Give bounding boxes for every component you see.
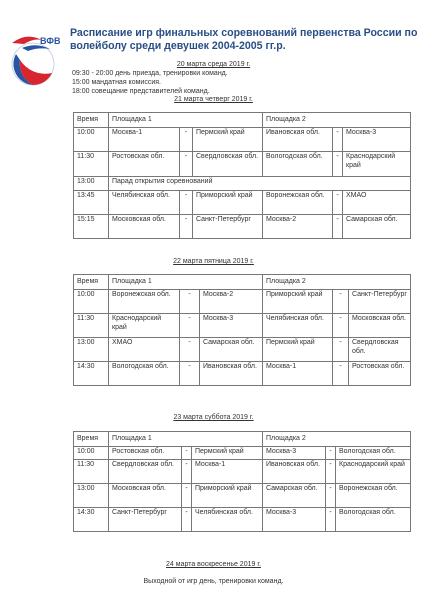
team-cell: Ростовская обл. — [109, 152, 180, 177]
team-cell: Москва-3 — [200, 314, 263, 338]
team-cell: Самарская обл. — [200, 338, 263, 362]
team-cell: Вологодская обл. — [263, 152, 333, 177]
table-row: 13:45 Челябинская обл. - Приморский край Воронежская обл. - ХМАО — [74, 191, 411, 215]
table-row: 14:30 Санкт-Петербург - Челябинская обл. Москва-3 - Вологодская обл. — [74, 508, 411, 532]
table-row — [74, 177, 411, 191]
team-cell: ХМАО — [109, 338, 180, 362]
team-cell: Самарская обл. — [343, 215, 411, 239]
schedule-table-day3 — [73, 274, 411, 386]
team-cell: Москва-3 — [263, 508, 326, 532]
day5-note: Выходной от игр день, тренировки команд. — [143, 578, 284, 585]
schedule-table-day4 — [73, 431, 411, 532]
table-row: 14:30 Вологодская обл. - Ивановская обл. Москва-1 - Ростовская обл. — [74, 362, 411, 386]
team-cell: Московская обл. — [109, 215, 180, 239]
team-cell: Приморский край — [192, 484, 263, 508]
header-time: Время — [74, 113, 109, 128]
team-cell: Ивановская обл. — [263, 460, 326, 484]
team-cell: ХМАО — [343, 191, 411, 215]
team-cell: Пермский край — [193, 128, 263, 152]
header-time: Время — [74, 275, 109, 290]
team-cell: Пермский край — [263, 338, 333, 362]
team-cell: Краснодарский край — [109, 314, 180, 338]
team-cell: Москва-2 — [200, 290, 263, 314]
day3-date: 22 марта пятница 2019 г. — [173, 258, 254, 265]
team-cell: Москва-1 — [263, 362, 333, 386]
team-cell: Челябинская обл. — [109, 191, 180, 215]
team-cell: Москва-3 — [263, 447, 326, 460]
table-row: 11:30 Свердловская обл. - Москва-1 Ивановская обл. - Краснодарский край — [74, 460, 411, 484]
team-cell: Свердловская обл. — [109, 460, 182, 484]
day5-date: 24 марта воскресенье 2019 г. — [166, 561, 261, 568]
team-cell: Московская обл. — [349, 314, 411, 338]
day2-date: 21 марта четверг 2019 г. — [174, 96, 253, 103]
table-row: 10:00 Москва-1 - Пермский край Ивановская обл. - Москва-3 — [74, 128, 411, 152]
team-cell: Пермский край — [192, 447, 263, 460]
team-cell: Ивановская обл. — [263, 128, 333, 152]
table-row: 13:00 Московская обл. - Приморский край Самарская обл. - Воронежская обл. — [74, 484, 411, 508]
team-cell: Санкт-Петербург — [349, 290, 411, 314]
day1-line: 18:00 совещание представителей команд. — [72, 87, 210, 95]
team-cell: Самарская обл. — [263, 484, 326, 508]
match-time: 10:00 — [74, 128, 109, 152]
day1-info — [72, 70, 228, 96]
match-time: 14:30 — [74, 362, 109, 386]
team-cell: Челябинская обл. — [263, 314, 333, 338]
team-cell: Воронежская обл. — [336, 484, 411, 508]
event-cell: Парад открытия соревнований — [109, 177, 411, 191]
match-time: 15:15 — [74, 215, 109, 239]
header-court1: Площадка 1 — [109, 113, 263, 128]
match-time: 13:00 — [74, 484, 109, 508]
team-cell: Москва-1 — [109, 128, 180, 152]
day1-line: 15:00 мандатная комиссия. — [72, 78, 161, 86]
match-time: 10:00 — [74, 290, 109, 314]
team-cell: Челябинская обл. — [192, 508, 263, 532]
table-row: 13:00 ХМАО - Самарская обл. Пермский край - Свердловская обл. — [74, 338, 411, 362]
team-cell: Ростовская обл. — [349, 362, 411, 386]
header-court2: Площадка 2 — [263, 432, 411, 447]
table-row: 11:30 Краснодарский край - Москва-3 Челябинская обл. - Московская обл. — [74, 314, 411, 338]
table-row: 10:00 Воронежская обл. - Москва-2 Приморский край - Санкт-Петербург — [74, 290, 411, 314]
team-cell: Приморский край — [263, 290, 333, 314]
team-cell: Свердловская обл. — [193, 152, 263, 177]
table-row: 15:15 Московская обл. - Санкт-Петербург Москва-2 - Самарская обл. — [74, 215, 411, 239]
page-title: Расписание игр финальных соревнований первенства России по волейболу среди девушек 2004-2005 гг.р. — [70, 27, 418, 52]
table-row: 11:30 Ростовская обл. - Свердловская обл. Вологодская обл. - Краснодарский край — [74, 152, 411, 177]
team-cell: Вологодская обл. — [336, 508, 411, 532]
match-time: 13:00 — [74, 177, 109, 191]
schedule-table-day2 — [73, 112, 411, 239]
match-time: 13:00 — [74, 338, 109, 362]
header-court1: Площадка 1 — [109, 432, 263, 447]
team-cell: Краснодарский край — [336, 460, 411, 484]
team-cell: Ивановская обл. — [200, 362, 263, 386]
team-cell: Москва-1 — [192, 460, 263, 484]
header-court2: Площадка 2 — [263, 275, 411, 290]
team-cell: Московская обл. — [109, 484, 182, 508]
match-time: 11:30 — [74, 152, 109, 177]
team-cell: Санкт-Петербург — [109, 508, 182, 532]
team-cell: Ростовская обл. — [109, 447, 182, 460]
vfv-logo — [6, 18, 64, 88]
table-header — [74, 113, 411, 128]
team-cell: Свердловская обл. — [349, 338, 411, 362]
team-cell: Воронежская обл. — [109, 290, 180, 314]
header-court2: Площадка 2 — [263, 113, 411, 128]
team-cell: Вологодская обл. — [109, 362, 180, 386]
table-header — [74, 275, 411, 290]
team-cell: Москва-3 — [343, 128, 411, 152]
match-time: 13:45 — [74, 191, 109, 215]
match-time: 11:30 — [74, 314, 109, 338]
team-cell: Вологодская обл. — [336, 447, 411, 460]
day1-date: 20 марта среда 2019 г. — [176, 61, 251, 68]
team-cell: Москва-2 — [263, 215, 333, 239]
team-cell: Воронежская обл. — [263, 191, 333, 215]
match-time: 14:30 — [74, 508, 109, 532]
match-time: 10:00 — [74, 447, 109, 460]
header-time: Время — [74, 432, 109, 447]
day1-line: 09:30 - 20:00 день приезда, тренировки команд. — [72, 70, 228, 77]
header-court1: Площадка 1 — [109, 275, 263, 290]
team-cell: Санкт-Петербург — [193, 215, 263, 239]
match-time: 11:30 — [74, 460, 109, 484]
day4-date: 23 марта суббота 2019 г. — [173, 414, 254, 421]
team-cell: Приморский край — [193, 191, 263, 215]
team-cell: Краснодарский край — [343, 152, 411, 177]
svg-text:ВФВ: ВФВ — [40, 36, 61, 46]
table-row: 10:00 Ростовская обл. - Пермский край Москва-3 - Вологодская обл. — [74, 447, 411, 460]
table-header — [74, 432, 411, 447]
